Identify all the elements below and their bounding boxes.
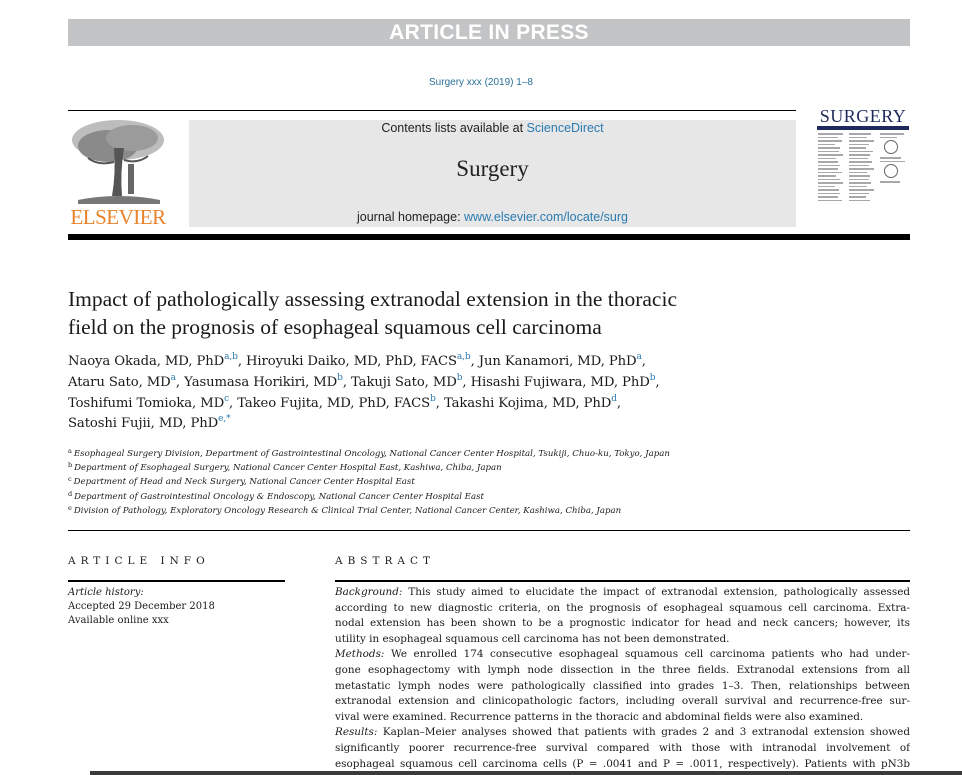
affiliation-list bbox=[68, 447, 828, 518]
affiliation-link[interactable]: a,b bbox=[456, 352, 471, 362]
affiliation-key: a bbox=[68, 447, 72, 455]
author-separator: , bbox=[655, 374, 660, 390]
affiliation-link[interactable]: b bbox=[649, 372, 656, 383]
journal-name: Surgery bbox=[456, 156, 529, 181]
abstract-text: utility in esophageal squamous cell carcinoma has not been demonstrated. bbox=[335, 632, 730, 645]
affiliation-item bbox=[68, 504, 828, 518]
affiliation-item bbox=[68, 447, 828, 461]
contents-prefix: Contents lists available at bbox=[381, 121, 527, 135]
abstract-text: esophageal squamous cell carcinoma cells (P = .0041 and P = .0011, respectively). Patients with pN3b bbox=[335, 757, 910, 770]
abstract-heading: ABSTRACT bbox=[335, 555, 436, 567]
cover-text-line bbox=[880, 161, 905, 163]
affiliation-text: Department of Head and Neck Surgery, National Cancer Center Hospital East bbox=[73, 477, 415, 488]
cover-text-line bbox=[849, 196, 866, 198]
cover-text-line bbox=[818, 193, 840, 195]
cover-text-line bbox=[818, 175, 836, 177]
title-line-2: field on the prognosis of esophageal squamous cell carcinoma bbox=[68, 315, 602, 339]
affiliation-link[interactable]: c bbox=[224, 393, 230, 404]
abstract-line bbox=[335, 741, 910, 757]
abstract-section-label: Methods: bbox=[335, 648, 385, 661]
abstract-text: We enrolled 174 consecutive esophageal squamous cell carcinoma patients who had under- bbox=[384, 648, 910, 661]
article-info-heading: ARTICLE INFO bbox=[68, 555, 210, 567]
cover-text-line bbox=[818, 200, 842, 202]
affiliation-item bbox=[68, 490, 828, 504]
abstract-text: This study aimed to elucidate the impact of extranodal extension, pathologically assessed bbox=[402, 586, 910, 598]
author-separator: , bbox=[470, 354, 479, 369]
cover-text-line bbox=[818, 140, 842, 142]
abstract-rule bbox=[335, 580, 910, 582]
affiliation-link[interactable]: a,b bbox=[224, 352, 238, 362]
cover-text-line bbox=[849, 140, 874, 142]
abstract-text: extranodal extension and clinicopathologic factors, including overall survival and recurrence-free sur- bbox=[335, 695, 910, 708]
abstract-section-label: Results: bbox=[335, 726, 378, 739]
cover-text-line bbox=[818, 154, 843, 156]
affiliation-link[interactable]: b bbox=[456, 372, 463, 383]
cover-text-line bbox=[818, 179, 840, 181]
abstract-line bbox=[335, 632, 910, 648]
author-separator: , bbox=[641, 354, 646, 369]
author-separator: , bbox=[237, 354, 247, 369]
cover-seal-icon bbox=[884, 140, 898, 154]
article-title bbox=[68, 285, 848, 341]
author-name: Toshifumi Tomioka, MD bbox=[68, 395, 225, 411]
journal-cover-thumbnail[interactable] bbox=[816, 107, 910, 234]
elsevier-tree-icon bbox=[68, 118, 168, 206]
abstract-body bbox=[335, 585, 910, 775]
author-list bbox=[68, 352, 828, 435]
cover-text-line bbox=[818, 133, 843, 135]
cover-text-line bbox=[818, 172, 842, 174]
affiliation-key: c bbox=[68, 475, 72, 484]
header-rule bbox=[68, 110, 796, 111]
cover-text-line bbox=[849, 161, 872, 163]
abstract-text: nodal extension has been shown to be a prognostic indicator for head and neck cancers; however, its bbox=[335, 617, 910, 630]
journal-masthead bbox=[189, 120, 796, 227]
homepage-prefix: journal homepage: bbox=[357, 210, 465, 224]
author-separator: , bbox=[175, 374, 185, 390]
history-label: Article history: bbox=[68, 587, 144, 598]
masthead-rule bbox=[68, 234, 910, 240]
abstract-line bbox=[335, 694, 910, 710]
affiliation-link[interactable]: e,* bbox=[218, 414, 231, 425]
affiliation-link[interactable]: b bbox=[337, 372, 343, 383]
journal-homepage-link[interactable]: www.elsevier.com/locate/surg bbox=[464, 210, 628, 224]
abstract-line bbox=[335, 679, 910, 695]
affiliation-text: Department of Esophageal Surgery, National Cancer Center Hospital East, Kashiwa, Chiba, Japan bbox=[74, 463, 502, 474]
author-name: Jun Kanamori, MD, PhD bbox=[478, 354, 637, 369]
cover-text-line bbox=[849, 175, 870, 177]
cover-text-line bbox=[849, 189, 874, 191]
page-edge-shadow bbox=[90, 771, 962, 775]
author-name: Takeo Fujita, MD, PhD, FACS bbox=[237, 395, 431, 411]
cover-text-line bbox=[880, 133, 904, 135]
affiliation-text: Esophageal Surgery Division, Department of Gastrointestinal Oncology, National Cancer Center Hospital, Tsukiji, Chuo-ku, Tokyo, Japan bbox=[73, 449, 670, 459]
abstract-line bbox=[335, 585, 910, 601]
abstract-text: significantly poorer recurrence-free survival compared with those with intranodal involvement of bbox=[335, 741, 910, 754]
affiliation-item bbox=[68, 475, 828, 489]
affiliation-key: d bbox=[68, 489, 73, 498]
author-separator: , bbox=[342, 374, 352, 390]
cover-text-line bbox=[849, 147, 866, 149]
abstract-text: according to new diagnostic criteria, on the prognosis of esophageal squamous cell carcinoma. Extra- bbox=[335, 601, 910, 614]
author-name: Yasumasa Horikiri, MD bbox=[184, 374, 338, 390]
cover-text-line bbox=[818, 186, 835, 188]
affiliation-text: Division of Pathology, Exploratory Oncology Research & Clinical Trial Center, National Cancer Center, Kashiwa, Chiba, Japan bbox=[73, 505, 622, 516]
article-history bbox=[68, 586, 285, 628]
affiliation-text: Department of Gastrointestinal Oncology & Endoscopy, National Cancer Center Hospital East bbox=[74, 491, 484, 502]
cover-band bbox=[817, 126, 909, 130]
author-name: Naoya Okada, MD, PhD bbox=[68, 354, 225, 369]
affiliation-link[interactable]: a bbox=[636, 352, 642, 362]
abstract-line bbox=[335, 710, 910, 726]
cover-text-line bbox=[849, 151, 873, 153]
abstract-text: metastatic lymph nodes were pathologically classified into grades 1–3. Then, relationships between bbox=[335, 679, 910, 692]
cover-text-line bbox=[849, 133, 871, 135]
cover-text-line bbox=[818, 151, 839, 153]
cover-text-line bbox=[849, 172, 867, 174]
abstract-text: gone esophagectomy with lymph node dissection in the three fields. Extranodal extensions from all bbox=[335, 663, 910, 676]
article-info-rule bbox=[68, 580, 285, 582]
author-name: Hiroyuki Daiko, MD, PhD, FACS bbox=[246, 354, 457, 369]
cover-text-line bbox=[818, 161, 838, 163]
author-separator: , bbox=[616, 395, 621, 411]
cover-text-line bbox=[849, 158, 868, 160]
section-rule bbox=[68, 530, 910, 531]
affiliation-link[interactable]: b bbox=[430, 393, 436, 404]
accepted-date: Accepted 29 December 2018 bbox=[68, 601, 215, 612]
author-separator: , bbox=[229, 395, 238, 411]
abstract-line bbox=[335, 616, 910, 632]
cover-text-line bbox=[818, 165, 840, 167]
abstract-line bbox=[335, 647, 910, 663]
cover-text-line bbox=[818, 196, 838, 198]
affiliation-key: e bbox=[68, 503, 72, 512]
cover-text-line bbox=[818, 137, 838, 139]
author-name: Takuji Sato, MD bbox=[351, 374, 457, 390]
cover-contents bbox=[816, 133, 910, 203]
cover-text-line bbox=[880, 181, 900, 183]
author-name: Ataru Sato, MD bbox=[68, 374, 171, 390]
abstract-line bbox=[335, 725, 910, 741]
cover-text-line bbox=[818, 182, 843, 184]
cover-text-line bbox=[818, 168, 838, 170]
abstract-line bbox=[335, 757, 910, 773]
cover-text-line bbox=[849, 186, 867, 188]
abstract-line bbox=[335, 601, 910, 617]
citation-link[interactable]: Surgery xxx (2019) 1–8 bbox=[429, 77, 533, 88]
cover-text-line bbox=[849, 144, 869, 146]
author-name: Hisashi Fujiwara, MD, PhD bbox=[470, 374, 650, 390]
contents-line bbox=[189, 120, 796, 136]
abstract-section-label: Background: bbox=[335, 586, 403, 598]
cover-text-line bbox=[849, 179, 869, 181]
cover-text-line bbox=[849, 165, 869, 167]
cover-text-line bbox=[818, 144, 835, 146]
affiliation-link[interactable]: a bbox=[170, 372, 176, 383]
article-in-press-banner: ARTICLE IN PRESS bbox=[68, 19, 910, 46]
homepage-line bbox=[189, 210, 796, 224]
cover-text-line bbox=[849, 137, 867, 139]
elsevier-wordmark: ELSEVIER bbox=[70, 205, 166, 229]
affiliation-link[interactable]: d bbox=[611, 393, 617, 404]
cover-text-line bbox=[880, 157, 901, 159]
affiliation-item bbox=[68, 461, 828, 475]
abstract-line bbox=[335, 663, 910, 679]
cover-text-line bbox=[849, 193, 869, 195]
elsevier-logo[interactable] bbox=[68, 118, 168, 230]
author-name: Satoshi Fujii, MD, PhD bbox=[68, 416, 219, 432]
author-separator: , bbox=[462, 374, 471, 390]
abstract-text: Kaplan–Meier analyses showed that patients with grades 2 and 3 extranodal extension showed bbox=[377, 726, 910, 739]
cover-text-line bbox=[818, 147, 840, 149]
author-separator: , bbox=[435, 395, 444, 411]
cover-title: SURGERY bbox=[819, 107, 907, 126]
available-online: Available online xxx bbox=[68, 615, 169, 626]
cover-text-line bbox=[849, 200, 870, 202]
abstract-text: vival were examined. Recurrence patterns in the thoracic and abdominal fields were also examined. bbox=[335, 710, 864, 723]
cover-text-line bbox=[849, 182, 871, 184]
sciencedirect-link[interactable]: ScienceDirect bbox=[526, 121, 604, 135]
affiliation-key: b bbox=[68, 461, 73, 470]
cover-text-line bbox=[818, 189, 839, 191]
cover-text-line bbox=[849, 168, 874, 170]
cover-text-line bbox=[849, 154, 870, 156]
cover-text-line bbox=[818, 158, 836, 160]
title-line-1: Impact of pathologically assessing extranodal extension in the thoracic bbox=[68, 287, 677, 311]
cover-seal-icon bbox=[884, 164, 898, 178]
cover-text-line bbox=[880, 137, 897, 139]
author-name: Takashi Kojima, MD, PhD bbox=[443, 395, 612, 411]
